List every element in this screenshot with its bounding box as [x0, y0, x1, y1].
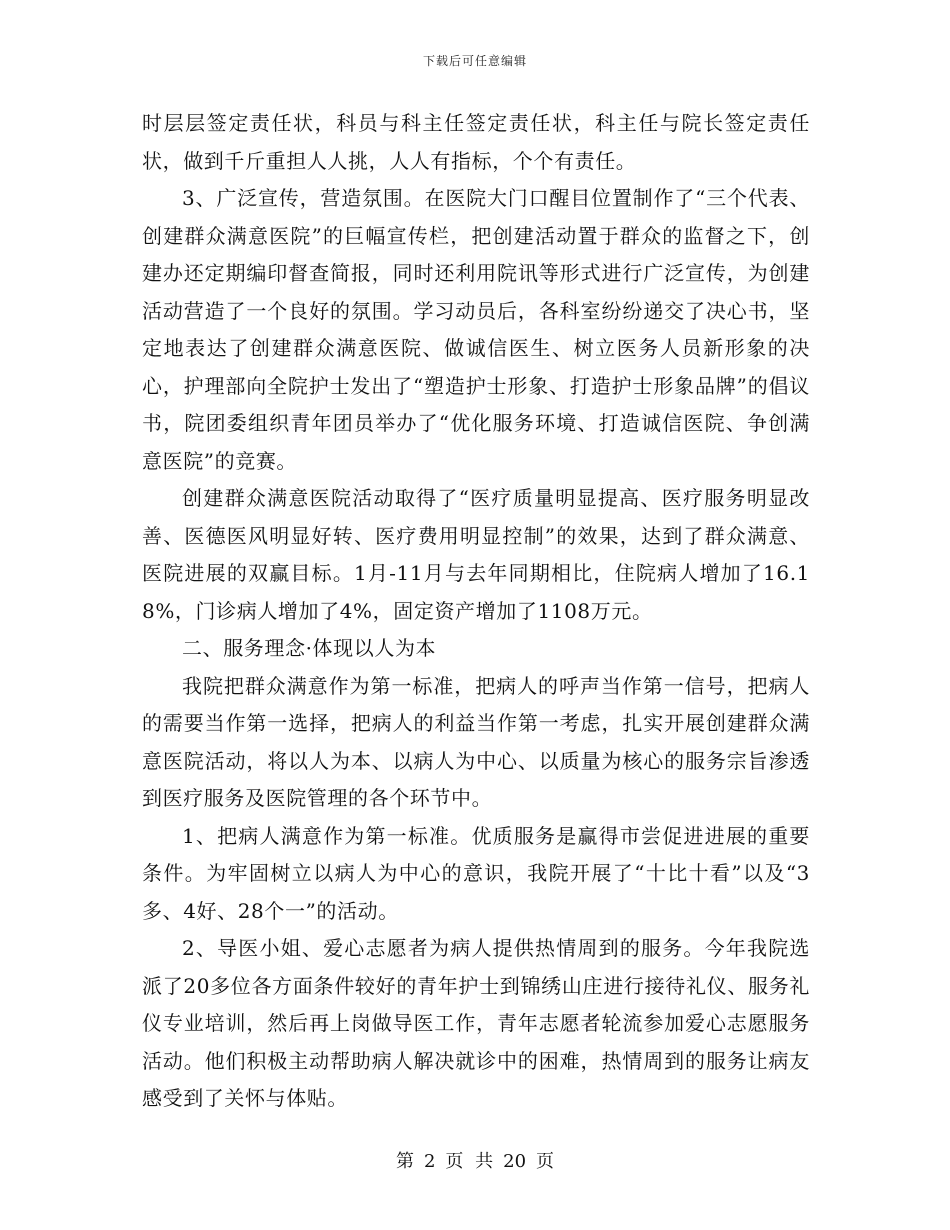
- footer-total-pages: 20: [503, 1151, 527, 1172]
- footer-current-page: 2: [423, 1151, 436, 1172]
- footer-suffix: 页: [536, 1151, 555, 1172]
- footer-prefix: 第: [395, 1151, 414, 1172]
- page-footer: [0, 1147, 950, 1173]
- page-header-note: 下载后可任意编辑: [422, 54, 527, 68]
- section-heading-service-concept: 二、服务理念·体现以人为本: [182, 636, 437, 660]
- document-body: [142, 105, 810, 1118]
- footer-middle: 页 共: [445, 1151, 494, 1172]
- paragraph-publicity: 3、广泛宣传，营造氛围。在医院大门口醒目位置制作了“三个代表、创建群众满意医院”的巨幅宣传栏，把创建活动置于群众的监督之下，创建办还定期编印督查简报，同时还利用院讯等形式进行广泛宣传，为创建活动营造了一个良好的氛围。学习动员后，各科室纷纷递交了决心书，坚定地表达了创建群众满意医院、做诚信医生、树立医务人员新形象的决心，护理部向全院护士发出了“塑造护士形象、打造护士形象品牌”的倡议书，院团委组织青年团员举办了“优化服务环境、打造诚信医院、争创满意医院”的竞赛。: [142, 186, 810, 473]
- paragraph-results: 创建群众满意医院活动取得了“医疗质量明显提高、医疗服务明显改善、医德医风明显好转、医疗费用明显控制”的效果，达到了群众满意、医院进展的双赢目标。1月-11月与去年同期相比，住院病人增加了16.18%，门诊病人增加了4%，固定资产增加了1108万元。: [142, 486, 810, 623]
- paragraph-continuation: 时层层签定责任状，科员与科主任签定责任状，科主任与院长签定责任状，做到千斤重担人人挑，人人有指标，个个有责任。: [142, 111, 810, 173]
- paragraph-item-2: 2、导医小姐、爱心志愿者为病人提供热情周到的服务。今年我院选派了20多位各方面条件较好的青年护士到锦绣山庄进行接待礼仪、服务礼仪专业培训，然后再上岗做导医工作，青年志愿者轮流参加爱心志愿服务活动。他们积极主动帮助病人解决就诊中的困难，热情周到的服务让病友感受到了关怀与体贴。: [142, 936, 810, 1110]
- paragraph-service-intro: 我院把群众满意作为第一标准，把病人的呼声当作第一信号，把病人的需要当作第一选择，把病人的利益当作第一考虑，扎实开展创建群众满意医院活动，将以人为本、以病人为中心、以质量为核心的服务宗旨渗透到医疗服务及医院管理的各个环节中。: [142, 673, 810, 810]
- paragraph-item-1: 1、把病人满意作为第一标准。优质服务是赢得市尝促进进展的重要条件。为牢固树立以病人为中心的意识，我院开展了“十比十看”以及“3多、4好、28个一”的活动。: [142, 823, 810, 923]
